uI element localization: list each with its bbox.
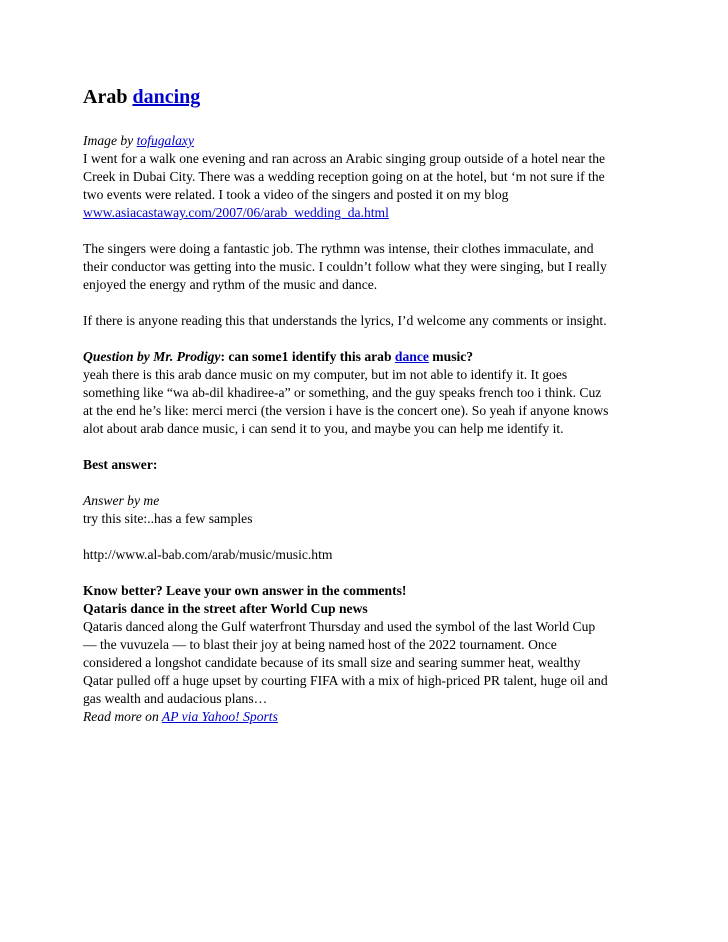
- question-section: [83, 348, 673, 438]
- question-heading: [83, 348, 673, 366]
- answer-section: [83, 492, 673, 528]
- question-text-before: : can some1 identify this arab: [220, 349, 395, 364]
- news-headline: Qataris dance in the street after World Cup news: [83, 601, 368, 616]
- intro-paragraph: [83, 132, 673, 222]
- page-title: [83, 84, 673, 110]
- news-line: Qataris danced along the Gulf waterfront Thursday and used the symbol of the last World Cup: [83, 619, 596, 634]
- news-line: — the vuvuzela — to blast their joy at being named host of the 2022 tournament. Once: [83, 637, 557, 652]
- paragraph-line: enjoyed the energy and rythm of the music and dance.: [83, 277, 378, 292]
- lyrics-paragraph: [83, 312, 673, 330]
- article-content: [83, 84, 673, 744]
- answer-text: try this site:..has a few samples: [83, 511, 253, 526]
- news-line: considered a longshot candidate because of its small size and searing summer heat, wealthy: [83, 655, 581, 670]
- intro-line: I went for a walk one evening and ran across an Arabic singing group outside of a hotel near the: [83, 151, 606, 166]
- question-line: yeah there is this arab dance music on my computer, but im not able to identify it. It goes: [83, 367, 568, 382]
- title-word: Arab: [83, 86, 128, 108]
- intro-line: two events were related. I took a video of the singers and posted it on my blog: [83, 187, 509, 202]
- read-more: [83, 708, 673, 726]
- question-line: alot about arab dance music, i can send it to you, and maybe you can help me identify it.: [83, 421, 564, 436]
- singers-paragraph: [83, 240, 673, 294]
- paragraph-line: The singers were doing a fantastic job. The rythmn was intense, their clothes immaculate, and: [83, 241, 594, 256]
- paragraph-line: their conductor was getting into the music. I couldn’t follow what they were singing, but I really: [83, 259, 607, 274]
- ap-yahoo-sports-link[interactable]: AP via Yahoo! Sports: [161, 709, 278, 724]
- intro-line: Creek in Dubai City. There was a wedding reception going on at the hotel, but ‘m not sure if the: [83, 169, 605, 184]
- answer-by: Answer by me: [83, 493, 160, 508]
- news-section: [83, 582, 673, 726]
- question-line: something like “wa ab-dil khadiree-a” or something, and the guy speaks french too i think. Cuz: [83, 385, 602, 400]
- tofugalaxy-link[interactable]: tofugalaxy: [136, 133, 194, 148]
- paragraph-line: If there is anyone reading this that understands the lyrics, I’d welcome any comments or insight.: [83, 313, 607, 328]
- image-credit: [83, 132, 673, 150]
- news-line: gas wealth and audacious plans…: [83, 691, 268, 706]
- best-answer-heading: Best answer:: [83, 457, 158, 472]
- know-better-text: Know better? Leave your own answer in the comments!: [83, 583, 407, 598]
- dance-link[interactable]: dance: [394, 349, 429, 364]
- title-dancing-link[interactable]: dancing: [132, 86, 201, 108]
- answer-url: http://www.al-bab.com/arab/music/music.htm: [83, 547, 333, 562]
- image-credit-prefix: Image by: [83, 133, 134, 148]
- read-more-prefix: Read more on: [83, 709, 162, 724]
- news-line: Qatar pulled off a huge upset by courting FIFA with a mix of high-priced PR talent, huge oil and: [83, 673, 608, 688]
- blog-link[interactable]: www.asiacastaway.com/2007/06/arab_wedding_da.html: [83, 205, 389, 220]
- answer-url-paragraph: [83, 546, 673, 564]
- question-prefix: Question by Mr. Prodigy: [83, 349, 221, 364]
- question-line: at the end he’s like: merci merci (the version i have is the concert one). So yeah if anyone knows: [83, 403, 609, 418]
- question-text-after: music?: [428, 349, 474, 364]
